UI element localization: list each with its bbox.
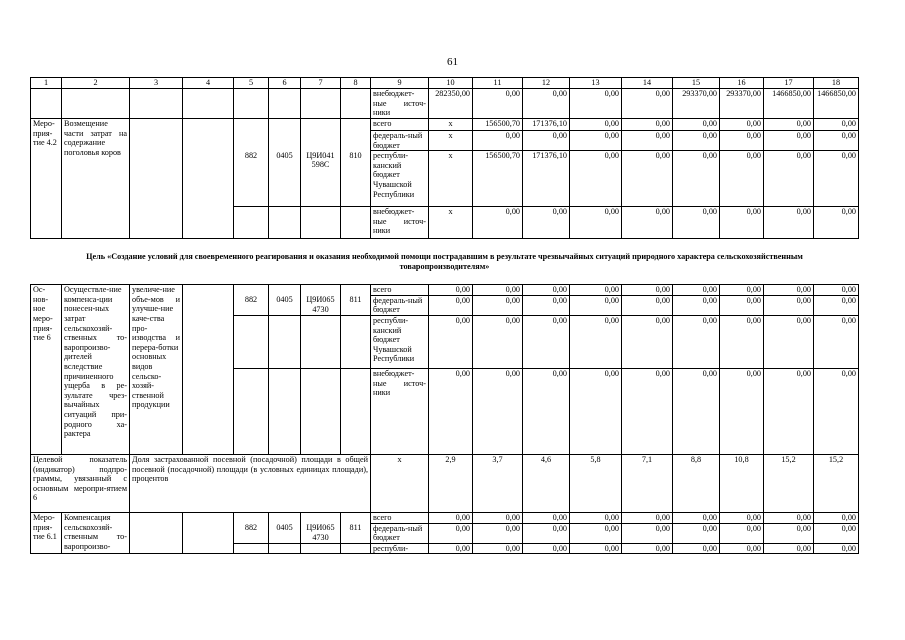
cell-value: 0,00 [720, 512, 764, 523]
cell-value: 0,00 [429, 523, 473, 543]
col-header: 11 [473, 78, 523, 89]
cell-value: 0,00 [764, 131, 814, 151]
goal-heading: Цель «Создание условий для своевременного реагирования и оказания необходимой помощи пострадавшим в результате чрезвычайных ситуаций природного характера сельскохозяйственным товаропроизводителям» [31, 239, 859, 285]
cell-value: 0,00 [473, 207, 523, 239]
cell-value: 0,00 [720, 368, 764, 454]
cell-value: 0,00 [523, 543, 570, 554]
cell-value: 0,00 [473, 368, 523, 454]
cell-value: 0,00 [764, 368, 814, 454]
cell-value: 10,8 [720, 454, 764, 512]
funding-source: республи-канский бюджет Чувашской Республики [371, 151, 429, 207]
cell-rz: 0405 [269, 295, 301, 315]
cell-value: 0,00 [673, 207, 720, 239]
cell-gr: 882 [234, 295, 269, 315]
funding-source: республи- [371, 543, 429, 554]
budget-table [30, 77, 859, 554]
col-header: 6 [269, 78, 301, 89]
cell-value: 0,00 [764, 315, 814, 368]
cell-value: 0,00 [814, 207, 859, 239]
cell-value: 0,00 [814, 368, 859, 454]
table-row [31, 285, 859, 296]
cell-value: 0,00 [814, 512, 859, 523]
col-header: 5 [234, 78, 269, 89]
cell-value: 0,00 [429, 543, 473, 554]
cell-value: 0,00 [523, 131, 570, 151]
cell-value: 0,00 [570, 285, 622, 296]
measure-label: Меро-прия-тие 6.1 [31, 512, 62, 553]
cell-value: 0,00 [570, 119, 622, 131]
cell-value: 0,00 [764, 295, 814, 315]
funding-source: федераль-ный бюджет [371, 295, 429, 315]
cell-value: 0,00 [570, 512, 622, 523]
cell-value: 0,00 [622, 89, 673, 119]
col-header: 15 [673, 78, 720, 89]
cell-vr: 810 [341, 151, 371, 207]
cell-value: 0,00 [720, 285, 764, 296]
cell-value: 0,00 [570, 151, 622, 207]
cell-value: 4,6 [523, 454, 570, 512]
col-header: 3 [130, 78, 183, 89]
cell-value: 8,8 [673, 454, 720, 512]
cell-value: 0,00 [720, 207, 764, 239]
col-header: 2 [62, 78, 130, 89]
col-header: 8 [341, 78, 371, 89]
cell-value: 171376,10 [523, 151, 570, 207]
cell-value: 1466850,00 [814, 89, 859, 119]
cell-value: 0,00 [764, 151, 814, 207]
cell-value: 0,00 [814, 151, 859, 207]
funding-source: всего [371, 119, 429, 131]
col-header: 7 [301, 78, 341, 89]
cell-value: 2,9 [429, 454, 473, 512]
cell-value: 0,00 [720, 131, 764, 151]
col-header: 4 [183, 78, 234, 89]
cell-value: 0,00 [814, 295, 859, 315]
cell-value: 0,00 [473, 295, 523, 315]
cell-value: 0,00 [523, 89, 570, 119]
cell-value: 0,00 [570, 543, 622, 554]
cell-value: 0,00 [429, 512, 473, 523]
cell-value: 0,00 [764, 285, 814, 296]
table-row [31, 119, 859, 131]
cell-csr: Ц9И041 598С [301, 151, 341, 207]
cell-value: 0,00 [673, 543, 720, 554]
cell-value: 0,00 [673, 151, 720, 207]
cell-value: 0,00 [473, 89, 523, 119]
cell-rz: 0405 [269, 523, 301, 543]
cell-value: 0,00 [814, 131, 859, 151]
measure-goal: увеличе-ние объе-мов и улучше-ние каче-ства про-изводства и перера-ботки основных видов сельско-хозяй-ственной продукции [130, 285, 183, 455]
funding-source: всего [371, 512, 429, 523]
col-header: 10 [429, 78, 473, 89]
funding-source: внебюджет-ные источ-ники [371, 207, 429, 239]
cell-csr: Ц9И065 4730 [301, 295, 341, 315]
measure-name: Возмещение части затрат на содержание поголовья коров [62, 119, 130, 239]
measure-name: Осуществле-ние компенса-ции понесен-ных затрат сельскохозяй-ственных то-варопроизво-дителей вследствие причиненного ущерба в ре-зультате чрез-вычайных ситуаций при-родного ха-рактера [62, 285, 130, 455]
cell-value: 0,00 [720, 543, 764, 554]
cell-value: 0,00 [523, 512, 570, 523]
cell-value: 0,00 [673, 295, 720, 315]
cell-value: 0,00 [622, 295, 673, 315]
cell-rz: 0405 [269, 151, 301, 207]
cell-value: 0,00 [570, 295, 622, 315]
cell-value: x [429, 119, 473, 131]
cell-value: 0,00 [473, 131, 523, 151]
indicator-label: Целевой показатель (индикатор) подпро-граммы, увязанный с основным меропри-ятием 6 [31, 454, 130, 512]
cell-value: 0,00 [720, 295, 764, 315]
cell-value: 5,8 [570, 454, 622, 512]
cell-value: 0,00 [764, 523, 814, 543]
cell-value: 0,00 [720, 315, 764, 368]
cell-value: 0,00 [473, 523, 523, 543]
cell-value: x [429, 207, 473, 239]
cell-value: 0,00 [570, 207, 622, 239]
cell-value: 0,00 [429, 315, 473, 368]
cell-value: 0,00 [673, 512, 720, 523]
cell-value: 0,00 [570, 368, 622, 454]
cell-value: 0,00 [622, 315, 673, 368]
cell-value: 0,00 [622, 523, 673, 543]
cell-value: 282350,00 [429, 89, 473, 119]
cell-value: 15,2 [764, 454, 814, 512]
cell-value: 293370,00 [673, 89, 720, 119]
cell-value: 0,00 [673, 285, 720, 296]
cell-value: 0,00 [622, 119, 673, 131]
cell-value: 0,00 [429, 295, 473, 315]
cell-value: 0,00 [814, 285, 859, 296]
cell-csr: Ц9И065 4730 [301, 523, 341, 543]
cell-value: 0,00 [622, 512, 673, 523]
cell-value: 0,00 [429, 368, 473, 454]
col-header: 14 [622, 78, 673, 89]
table-row [31, 89, 859, 119]
cell-value: 0,00 [622, 368, 673, 454]
indicator-row [31, 454, 859, 512]
cell-value: 293370,00 [720, 89, 764, 119]
col-header: 1 [31, 78, 62, 89]
header-row [31, 78, 859, 89]
col-header: 9 [371, 78, 429, 89]
cell-value: 156500,70 [473, 119, 523, 131]
funding-source: республи-канский бюджет Чувашской Республики [371, 315, 429, 368]
cell-value: 0,00 [673, 119, 720, 131]
cell-value: 15,2 [814, 454, 859, 512]
cell-value: 0,00 [720, 151, 764, 207]
cell-value: x [429, 131, 473, 151]
col-header: 17 [764, 78, 814, 89]
cell-value: x [429, 151, 473, 207]
col-header: 16 [720, 78, 764, 89]
measure-name: Компенсация сельскохозяй-ственным то-варопроизво- [62, 512, 130, 553]
cell-value: 0,00 [764, 119, 814, 131]
cell-value: 0,00 [570, 315, 622, 368]
cell-value: 0,00 [523, 207, 570, 239]
cell-value: x [371, 454, 429, 512]
funding-source: внебюджет-ные источ-ники [371, 89, 429, 119]
funding-source: федераль-ный бюджет [371, 523, 429, 543]
cell-value: 0,00 [523, 295, 570, 315]
cell-value: 0,00 [622, 207, 673, 239]
cell-value: 0,00 [570, 131, 622, 151]
col-header: 13 [570, 78, 622, 89]
cell-value: 0,00 [720, 119, 764, 131]
cell-value: 0,00 [673, 523, 720, 543]
cell-value: 0,00 [622, 131, 673, 151]
goal-row [31, 239, 859, 285]
cell-value: 0,00 [473, 285, 523, 296]
funding-source: всего [371, 285, 429, 296]
cell-value: 0,00 [429, 285, 473, 296]
col-header: 12 [523, 78, 570, 89]
cell-vr: 811 [341, 295, 371, 315]
indicator-text: Доля застрахованной посевной (посадочной) площади в общей посевной (посадочной) площади (в условных единицах площади), процентов [130, 454, 371, 512]
table-row [31, 512, 859, 523]
cell-value: 0,00 [814, 119, 859, 131]
cell-value: 0,00 [673, 131, 720, 151]
cell-value: 0,00 [473, 512, 523, 523]
cell-value: 0,00 [673, 315, 720, 368]
cell-value: 7,1 [622, 454, 673, 512]
cell-value: 0,00 [523, 285, 570, 296]
cell-value: 0,00 [622, 285, 673, 296]
funding-source: внебюджет-ные источ-ники [371, 368, 429, 454]
cell-value: 0,00 [814, 523, 859, 543]
cell-value: 0,00 [764, 512, 814, 523]
cell-value: 0,00 [523, 315, 570, 368]
page-number: 61 [447, 56, 458, 68]
cell-value: 0,00 [764, 543, 814, 554]
cell-value: 1466850,00 [764, 89, 814, 119]
cell-value: 0,00 [473, 543, 523, 554]
measure-label: Ос-нов-ное меро-прия-тие 6 [31, 285, 62, 455]
cell-value: 0,00 [523, 523, 570, 543]
cell-value: 0,00 [720, 523, 764, 543]
measure-label: Меро-прия-тие 4.2 [31, 119, 62, 239]
funding-source: федераль-ный бюджет [371, 131, 429, 151]
cell-value: 0,00 [622, 151, 673, 207]
cell-value: 3,7 [473, 454, 523, 512]
cell-value: 0,00 [523, 368, 570, 454]
cell-value: 0,00 [814, 543, 859, 554]
cell-gr: 882 [234, 523, 269, 543]
cell-value: 0,00 [622, 543, 673, 554]
cell-value: 171376,10 [523, 119, 570, 131]
cell-value: 156500,70 [473, 151, 523, 207]
cell-value: 0,00 [814, 315, 859, 368]
cell-value: 0,00 [570, 523, 622, 543]
cell-value: 0,00 [673, 368, 720, 454]
cell-gr: 882 [234, 151, 269, 207]
cell-vr: 811 [341, 523, 371, 543]
cell-value: 0,00 [764, 207, 814, 239]
cell-value: 0,00 [473, 315, 523, 368]
col-header: 18 [814, 78, 859, 89]
cell-value: 0,00 [570, 89, 622, 119]
